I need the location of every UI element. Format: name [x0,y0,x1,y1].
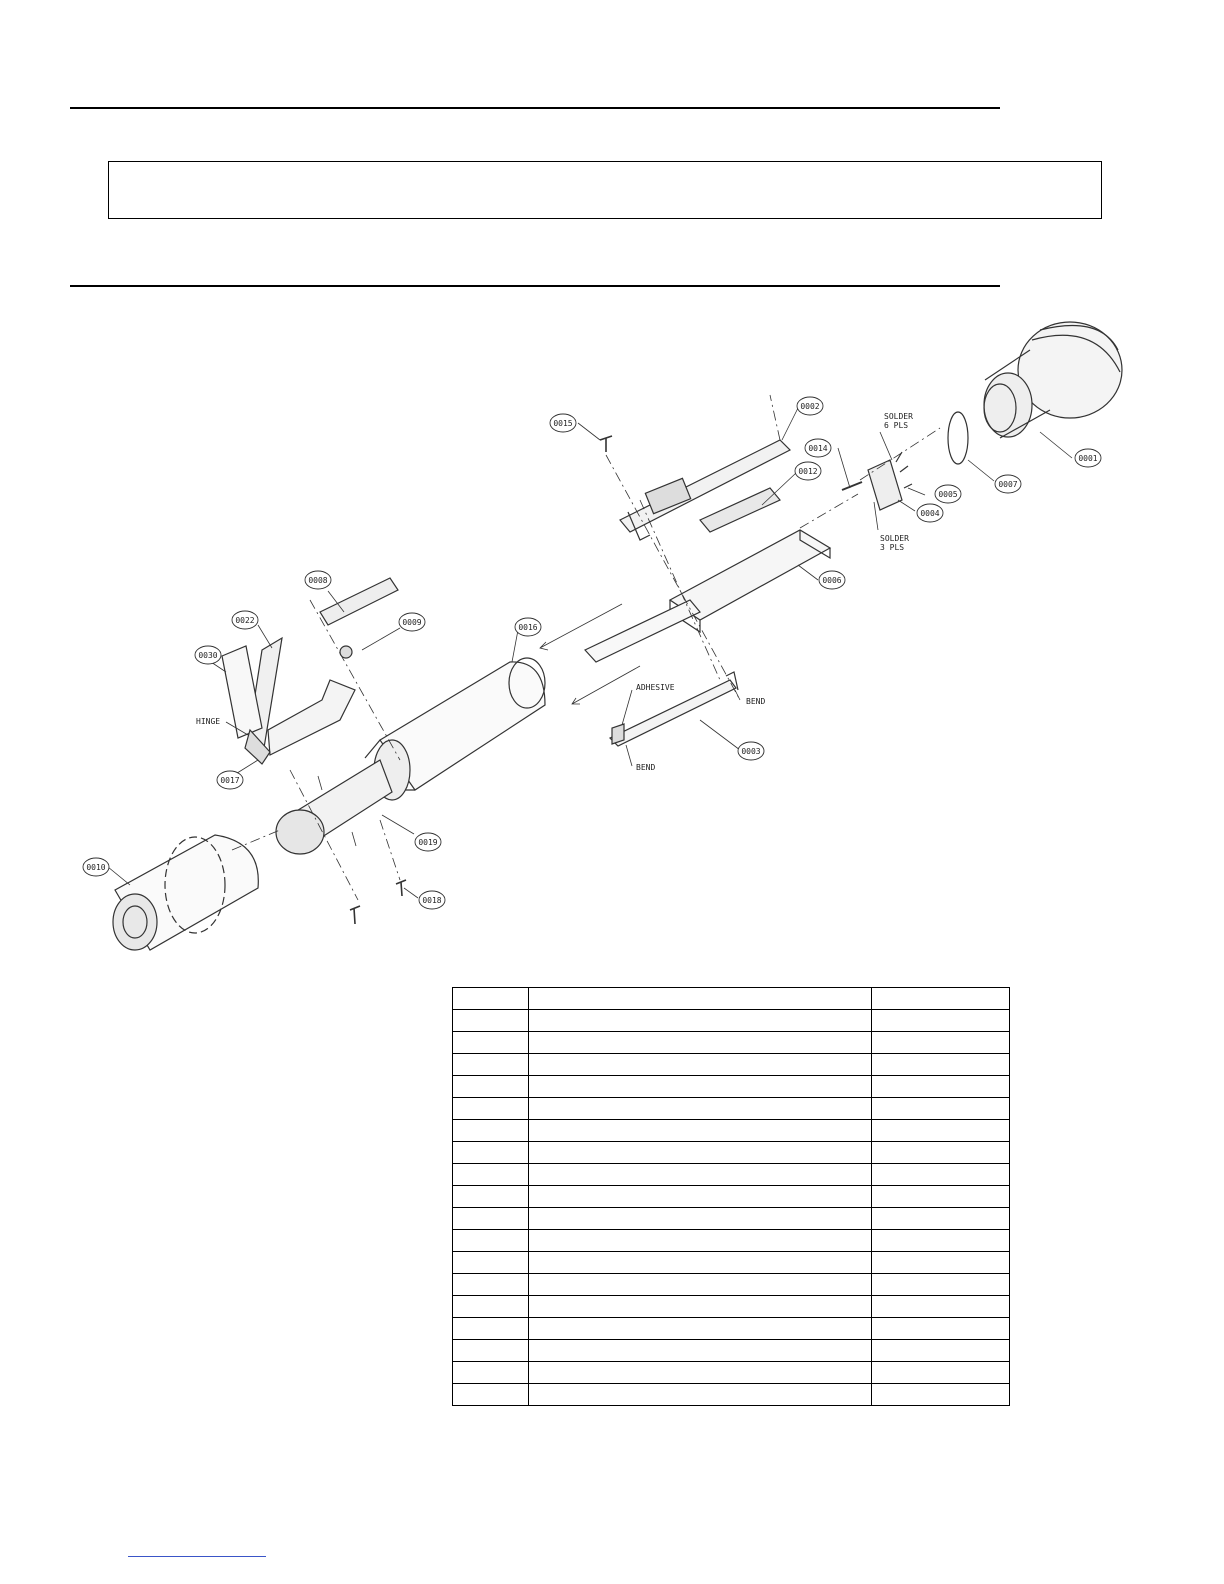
table-row [453,1208,1010,1230]
table-row [453,1384,1010,1406]
table-row [453,1142,1010,1164]
svg-text:0003: 0003 [741,747,761,756]
table-cell [872,1384,1010,1406]
callout-0030 [195,646,221,664]
svg-text:0001: 0001 [1078,454,1098,463]
table-cell [872,1340,1010,1362]
table-cell [453,1296,529,1318]
note-solder-6-line1: SOLDER [884,412,913,421]
callout-0009 [399,613,425,631]
parts-table [452,987,1010,1406]
table-cell [872,1032,1010,1054]
table-cell [872,1274,1010,1296]
table-row [453,1252,1010,1274]
callout-0014 [805,439,831,457]
table-cell [453,1098,529,1120]
callout-0019 [415,833,441,851]
callout-0015 [550,414,576,432]
cartridge-plate [868,460,902,510]
table-cell [529,1010,872,1032]
table-row [453,1076,1010,1098]
table-cell [872,1362,1010,1384]
table-cell [453,1318,529,1340]
svg-text:0017: 0017 [220,776,240,785]
table-cell [529,1340,872,1362]
table-cell [453,1054,529,1076]
table-row [453,1296,1010,1318]
table-cell [529,1274,872,1296]
header-rule-top [70,107,1000,109]
svg-text:0012: 0012 [798,467,818,476]
svg-text:0009: 0009 [402,618,422,627]
svg-text:0007: 0007 [998,480,1018,489]
table-cell [529,1362,872,1384]
table-cell [453,1208,529,1230]
svg-text:0015: 0015 [553,419,573,428]
table-cell [529,1032,872,1054]
table-row [453,1230,1010,1252]
table-cell [872,1054,1010,1076]
table-cell [529,1384,872,1406]
table-cell [529,1142,872,1164]
svg-text:0018: 0018 [422,896,442,905]
table-cell [529,1164,872,1186]
note-bend-bottom: BEND [636,763,656,772]
table-cell [529,1098,872,1120]
callout-0005 [935,485,961,503]
note-solder-6-line2: 6 PLS [884,421,909,430]
table-cell [453,1362,529,1384]
table-cell [453,1252,529,1274]
end-cap [113,835,258,950]
table-row [453,1098,1010,1120]
callout-0017 [217,771,243,789]
svg-text:0004: 0004 [920,509,940,518]
table-cell [529,1186,872,1208]
callout-0022 [232,611,258,629]
note-solder-3-line2: 3 PLS [880,543,905,552]
table-cell [453,1120,529,1142]
table-row [453,1340,1010,1362]
table-cell [872,1098,1010,1120]
svg-text:0019: 0019 [418,838,438,847]
table-cell [453,1142,529,1164]
table-row [453,1054,1010,1076]
table-cell [872,1164,1010,1186]
header-rule-bottom [70,285,1000,287]
table-cell [453,1274,529,1296]
table-cell [453,1340,529,1362]
table-cell [529,1054,872,1076]
callout-0016 [515,618,541,636]
table-row [453,1120,1010,1142]
table-cell [529,1252,872,1274]
table-cell [872,1076,1010,1098]
table-cell [529,1230,872,1252]
table-cell [529,1120,872,1142]
table-cell [453,1010,529,1032]
table-row [453,1186,1010,1208]
table-cell [872,1186,1010,1208]
table-cell [529,1208,872,1230]
exploded-view-drawing [0,300,1224,970]
svg-text:0005: 0005 [938,490,958,499]
note-solder-3-line1: SOLDER [880,534,909,543]
hinge-cover [222,638,355,764]
svg-text:0016: 0016 [518,623,538,632]
pcb-assembly [620,440,790,540]
table-row [453,1318,1010,1340]
table-cell [872,1318,1010,1340]
table-row [453,1010,1010,1032]
svg-text:0010: 0010 [86,863,106,872]
table-row [453,988,1010,1010]
table-row [453,1164,1010,1186]
table-cell [872,1230,1010,1252]
table-row [453,1362,1010,1384]
table-cell [529,1076,872,1098]
footer-link-underline[interactable] [128,1556,266,1557]
svg-text:0002: 0002 [800,402,820,411]
table-cell [872,1252,1010,1274]
callout-0012 [795,462,821,480]
note-hinge: HINGE [196,717,221,726]
callout-0018 [419,891,445,909]
callout-0003 [738,742,764,760]
callout-0007 [995,475,1021,493]
svg-text:0006: 0006 [822,576,842,585]
note-adhesive: ADHESIVE [636,683,675,692]
table-cell [453,1384,529,1406]
svg-text:0014: 0014 [808,444,828,453]
table-cell [529,1296,872,1318]
callout-0008 [305,571,331,589]
handle-tube [365,658,545,800]
note-bend-top: BEND [746,697,766,706]
table-cell [529,1318,872,1340]
table-cell [453,1164,529,1186]
table-cell [453,1230,529,1252]
table-cell [453,988,529,1010]
table-row [453,1274,1010,1296]
notice-box [108,161,1102,219]
table-cell [872,988,1010,1010]
chassis [585,530,830,662]
table-cell [872,1010,1010,1032]
table-cell [453,1186,529,1208]
table-cell [872,1142,1010,1164]
callout-0004 [917,504,943,522]
svg-text:0030: 0030 [198,651,218,660]
callout-0010 [83,858,109,876]
callout-0006 [819,571,845,589]
svg-text:0008: 0008 [308,576,328,585]
screw-bottom [350,906,360,924]
callout-0002 [797,397,823,415]
table-cell [872,1120,1010,1142]
grille-head [984,322,1122,438]
retaining-ring [948,412,968,464]
svg-text:0022: 0022 [235,616,255,625]
table-row [453,1032,1010,1054]
table-cell [872,1208,1010,1230]
table-cell [453,1032,529,1054]
table-cell [529,988,872,1010]
screw-0015 [600,436,612,452]
callout-0001 [1075,449,1101,467]
table-cell [872,1296,1010,1318]
table-cell [453,1076,529,1098]
